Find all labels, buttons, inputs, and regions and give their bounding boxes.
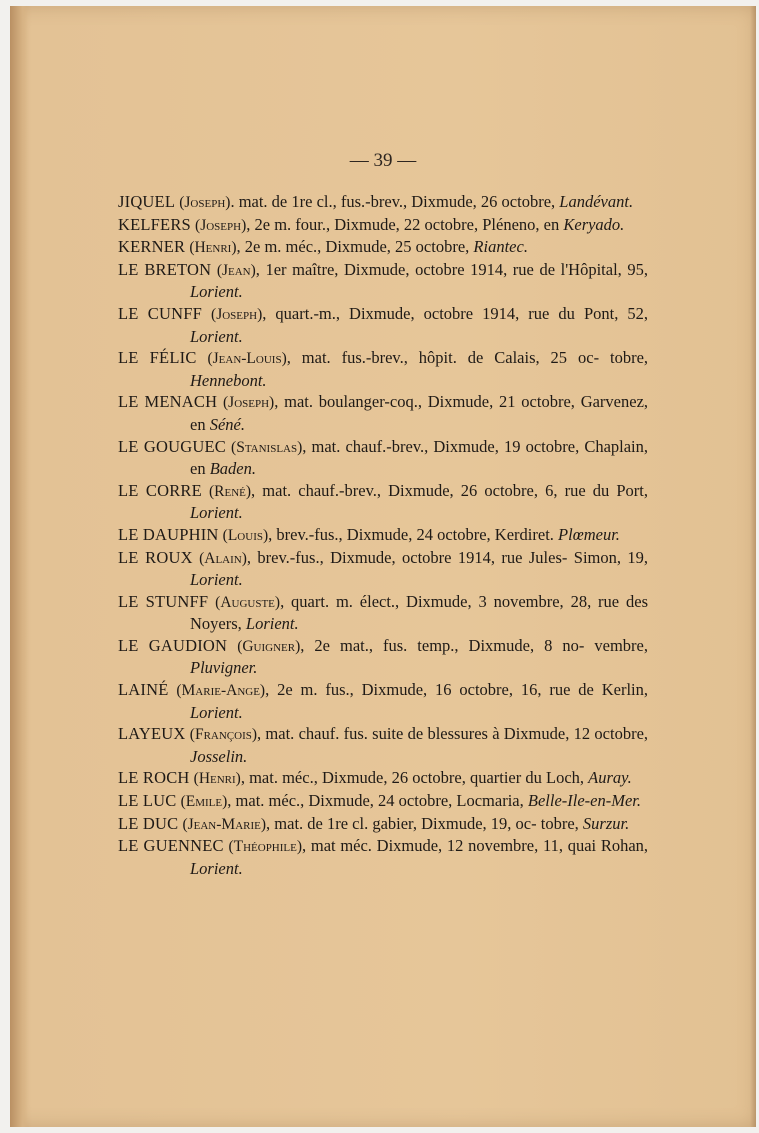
entry-first-name: (Auguste) [215,593,281,611]
entry-details: , 2e m. fus., Dixmude, 16 octobre, 16, rue de [265,680,594,700]
entry-first-name: (Jean) [216,261,256,279]
entry-address: 28, rue des Noyers, [190,591,648,634]
entry-place: Lorient. [190,858,243,878]
entry-address: vembre, [594,635,648,655]
entry-address: Simon, 19, [573,547,649,567]
entry-details: , mat. chauf. fus. suite de blessures à Dixmude, [257,724,570,744]
entry-first-name: (François) [189,726,258,744]
entry-details: , mat. chauf.-brev., Dixmude, 26 octobre, 6, rue [251,480,586,500]
entry-details: , mat. de 1re cl. gabier, Dixmude, 19, oc- [266,813,537,833]
entry-details: , 2e m. méc., Dixmude, 25 octobre, [236,237,474,257]
entry-place: Landévant. [559,192,634,211]
entry-surname: LE DAUPHIN [118,524,219,544]
entry-surname: LAYEUX [118,724,186,744]
entry-details: , brev.-fus., Dixmude, 24 octobre, Kerdiret. [268,524,554,544]
entry-details: , mat. méc., Dixmude, 26 octobre, quartier du [240,768,542,788]
entry-surname: LE LUC [118,791,177,811]
entry-surname: LE STUNFF [118,591,209,611]
entry-surname: LE FÉLIC [118,348,197,368]
entry-address: l'Hôpital, 95, [560,259,648,279]
entry-address: Pont, 52, [583,303,649,323]
entry-place: Séné. [209,414,245,434]
entry-details: , 1er maître, Dixmude, octobre 1914, rue de [255,259,556,279]
entry-details: , 2e mat., fus. temp., Dixmude, 8 no- [300,635,585,655]
entry-surname: LE GOUGUEC [118,436,226,456]
page-edge [750,6,756,1127]
entry-first-name: (Jean-Marie) [182,815,267,833]
entry-surname: JIQUEL [118,192,176,211]
entry-details: , mat. fus.-brev., hôpit. de Calais, 25 oc- [286,348,600,368]
entry-details: , 2e m. four., Dixmude, 22 octobre, Pléneno, en [246,214,560,234]
entry-surname: LE GAUDION [118,635,228,655]
list-item [118,767,648,790]
list-item [118,347,648,391]
entry-first-name: (Joseph) [223,394,275,412]
entry-details: , mat. méc., Dixmude, 24 octobre, Locmaria, [227,791,528,811]
entry-surname: LE ROUX [118,547,193,567]
entry-first-name: (Marie-Ange) [176,682,266,700]
entry-address: 11, quai Rohan, [542,836,649,856]
entry-address: Loch, [546,768,589,788]
entry-place: Plœmeur. [558,524,620,544]
list-item [118,679,648,723]
list-item [118,214,648,237]
list-item [118,436,648,480]
entry-place: Josselin. [190,746,248,766]
entry-place: Surzur. [582,813,630,833]
list-item [118,480,648,524]
list-item [118,835,648,879]
entry-first-name: (Guigner) [237,637,301,655]
list-item [118,813,648,836]
list-item [118,723,648,767]
entry-first-name: (Théophile) [228,838,303,856]
list-item [118,524,648,547]
entry-place: Auray. [588,768,632,788]
entry-first-name: (Henri) [189,239,237,257]
entry-surname: LE CORRE [118,480,202,500]
entry-place: Lorient. [245,614,299,634]
list-item [118,391,648,435]
entry-surname: LE BRETON [118,259,212,279]
entry-surname: LE GUENNEC [118,836,224,856]
entry-first-name: (Stanislas) [231,438,303,456]
entry-address: tobre, [610,348,649,368]
entry-first-name: (René) [209,482,252,500]
list-item [118,191,648,214]
entry-place: Lorient. [190,282,243,302]
page-number: — 39 — [349,150,417,171]
list-item [118,303,648,347]
list-item [118,547,648,591]
entry-details: . mat. de 1re cl., fus.-brev., Dixmude, 26 octobre, [230,192,556,211]
entry-first-name: (Louis) [222,526,269,544]
entry-first-name: (Jean-Louis) [207,350,287,368]
entry-surname: LE CUNFF [118,303,202,323]
list-item [118,259,648,303]
book-page [10,6,756,1127]
entry-address: Garvenez, en [190,392,649,434]
list-item [118,635,648,679]
entry-place: Lorient. [190,326,243,346]
entry-surname: LE MENACH [118,392,218,412]
entry-first-name: (Henri) [193,770,241,788]
casualty-list [118,191,648,879]
entry-details: , mat méc. Dixmude, 12 novembre, [302,836,539,856]
entry-details: , quart. m. élect., Dixmude, 3 novembre, [280,591,564,611]
entry-surname: LE DUC [118,813,179,833]
entry-first-name: (Joseph) [211,305,263,323]
entry-first-name: (Alain) [199,549,247,567]
entry-first-name: (Emile) [180,793,228,811]
entry-place: Riantec. [473,237,528,257]
entry-address: 12 octobre, [573,724,649,744]
entry-details: , brev.-fus., Dixmude, octobre 1914, rue Jules- [246,547,568,567]
entry-first-name: (Joseph) [179,194,231,211]
entry-details: , mat. boulanger-coq., Dixmude, 21 octobre, [274,392,575,412]
entry-place: Belle-Ile-en-Mer. [527,791,642,811]
entry-place: Lorient. [190,570,243,590]
entry-details: , quart.-m., Dixmude, octobre 1914, rue du [262,303,575,323]
entry-surname: KELFERS [118,214,191,234]
list-item [118,236,648,259]
entry-place: Lorient. [190,503,243,523]
entry-address: Kerlin, [601,680,649,700]
entry-place: Keryado. [563,214,625,234]
page-spine-shadow [10,6,28,1127]
entry-first-name: (Joseph) [195,216,247,234]
list-item [118,790,648,813]
entry-surname: KERNER [118,237,186,257]
entry-place: Baden. [209,459,256,479]
entry-surname: LAINÉ [118,680,169,700]
entry-place: Hennebont. [190,370,267,390]
entry-place: Lorient. [190,702,243,722]
entry-place: Pluvigner. [190,658,258,678]
entry-address: du Port, [592,480,648,500]
entry-address: tobre, [540,813,583,833]
list-item [118,591,648,635]
entry-address: Chaplain, en [190,436,649,479]
entry-surname: LE ROCH [118,768,190,788]
entry-details: , mat. chauf.-brev., Dixmude, 19 octobre, [302,436,580,456]
